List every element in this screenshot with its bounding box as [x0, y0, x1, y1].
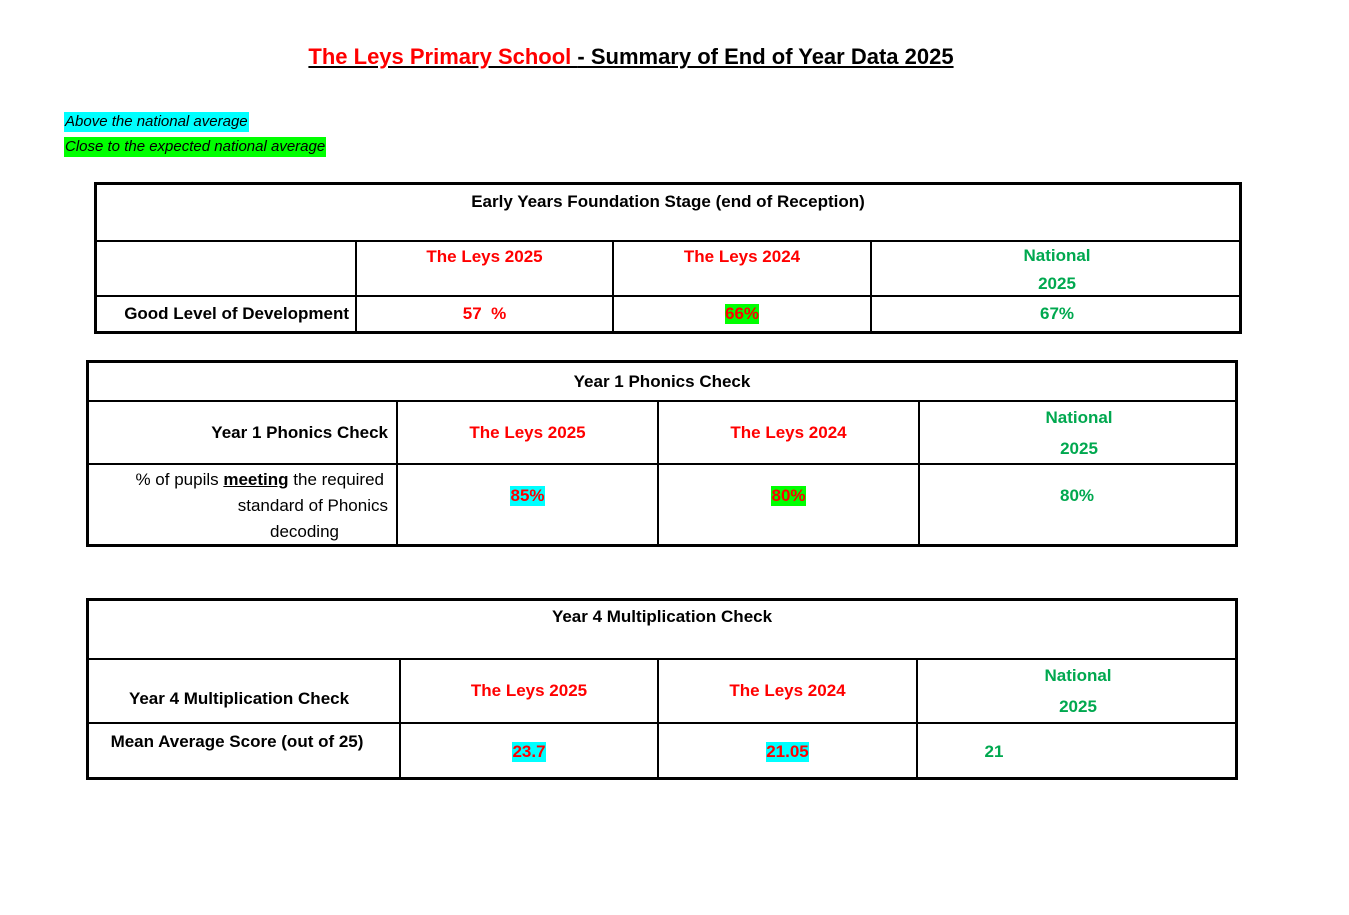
mult-value-2025: [401, 724, 657, 780]
eyfs-national-label: National: [1023, 246, 1091, 265]
eyfs-value-national: 67%: [1039, 304, 1075, 323]
phonics-v1-text: 85%: [510, 486, 545, 505]
mult-national-year: 2025: [1059, 697, 1097, 716]
page-title: [0, 44, 1262, 70]
phonics-national-label: National: [1045, 407, 1113, 427]
mult-col-national: [918, 660, 1238, 722]
mult-heading: Year 4 Multiplication Check: [551, 607, 773, 626]
phonics-col-leys-2025: The Leys 2025: [469, 422, 586, 442]
phonics-row-label: [89, 465, 396, 547]
eyfs-col-national: [872, 242, 1242, 297]
eyfs-v1-text: 57 %: [462, 304, 507, 323]
eyfs-national-year: 2025: [1038, 274, 1076, 293]
mult-national-label: National: [1044, 666, 1112, 685]
mult-v1-text: 23.7: [512, 742, 546, 761]
phonics-row-label-line2: standard of Phonics: [237, 496, 388, 515]
eyfs-value-2024: [614, 297, 870, 331]
mult-col-leys-2024: The Leys 2024: [729, 681, 846, 700]
mult-value-2024: [659, 724, 916, 780]
mult-row0-label: Year 4 Multiplication Check: [128, 689, 350, 708]
eyfs-table: [94, 182, 1242, 334]
school-name: The Leys Primary School: [308, 44, 578, 69]
legend-close-national: Close to the expected national average: [65, 138, 326, 155]
phonics-col-leys-2024: The Leys 2024: [730, 422, 847, 442]
eyfs-heading: Early Years Foundation Stage (end of Reception): [471, 192, 865, 211]
eyfs-v2-text: 66%: [724, 304, 760, 323]
multiplication-table: [86, 598, 1238, 780]
mult-row-label: Mean Average Score (out of 25): [110, 732, 364, 751]
phonics-value-national: 80%: [1059, 486, 1095, 505]
eyfs-col-leys-2025: The Leys 2025: [426, 247, 543, 266]
title-rest: - Summary of End of Year Data 2025: [577, 44, 954, 69]
eyfs-row-label: Good Level of Development: [124, 304, 349, 323]
phonics-col-national: [920, 402, 1238, 463]
mult-col-leys-2025: The Leys 2025: [470, 681, 588, 700]
phonics-value-2025: [398, 465, 657, 527]
eyfs-col-leys-2024: The Leys 2024: [683, 247, 801, 266]
phonics-value-2024: [659, 465, 918, 527]
phonics-row-label-line1: % of pupils meeting the required: [135, 470, 384, 489]
eyfs-value-2025: [357, 297, 612, 331]
legend-above-national: Above the national average: [65, 113, 248, 130]
phonics-heading: Year 1 Phonics Check: [573, 372, 751, 391]
phonics-row0-label: Year 1 Phonics Check: [211, 422, 388, 442]
mult-value-national: 21: [984, 742, 1004, 761]
mult-v2-text: 21.05: [766, 742, 809, 761]
phonics-national-year: 2025: [1060, 438, 1098, 458]
phonics-row-label-line3: decoding: [269, 522, 339, 541]
phonics-v2-text: 80%: [771, 486, 806, 505]
phonics-table: [86, 360, 1238, 547]
